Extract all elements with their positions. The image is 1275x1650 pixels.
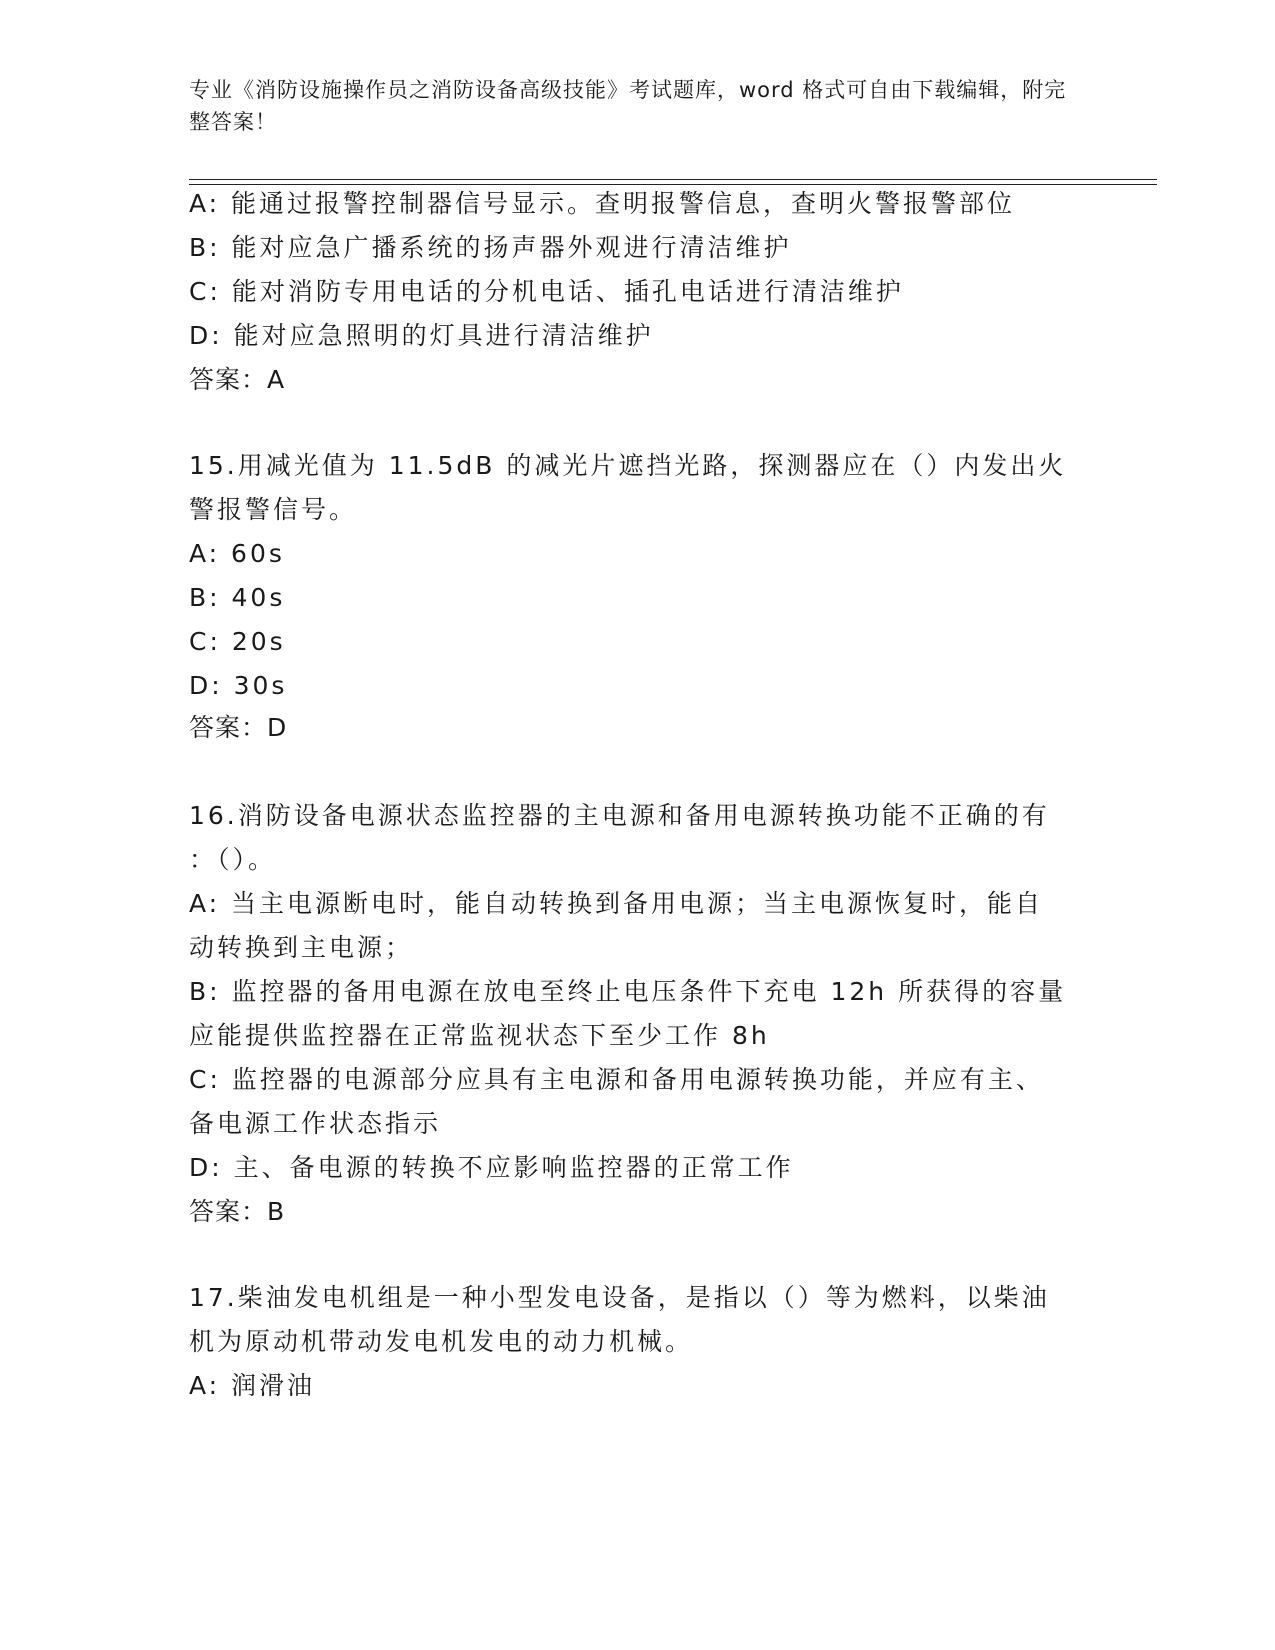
q15-option-a: A: 60s (189, 539, 285, 568)
q14-answer: 答案：A (189, 365, 286, 394)
q17-stem-line1: 17.柴油发电机组是一种小型发电设备，是指以（）等为燃料，以柴油 (189, 1283, 1050, 1312)
document-header: 专业《消防设施操作员之消防设备高级技能》考试题库，word 格式可自由下载编辑，附完整答案！ (189, 78, 1067, 134)
q15-option-b: B: 40s (189, 583, 286, 612)
q16-stem-line1: 16.消防设备电源状态监控器的主电源和备用电源转换功能不正确的有 (189, 801, 1050, 830)
q17-option-a: A: 润滑油 (189, 1371, 316, 1400)
q16-answer: 答案：B (189, 1197, 286, 1226)
q16-option-d: D: 主、备电源的转换不应影响监控器的正常工作 (189, 1153, 794, 1182)
q16-option-b-line2: 应能提供监控器在正常监视状态下至少工作 8h (189, 1021, 770, 1050)
q16-option-c-line1: C: 监控器的电源部分应具有主电源和备用电源转换功能，并应有主、 (189, 1065, 1044, 1094)
q14-option-b: B: 能对应急广播系统的扬声器外观进行清洁维护 (189, 233, 792, 262)
q15-stem-line1: 15.用减光值为 11.5dB 的减光片遮挡光路，探测器应在（）内发出火 (189, 451, 1067, 480)
q14-option-a: A: 能通过报警控制器信号显示。查明报警信息，查明火警报警部位 (189, 189, 1016, 218)
q16-option-a-line1: A: 当主电源断电时，能自动转换到备用电源；当主电源恢复时，能自 (189, 889, 1044, 918)
q14-option-c: C: 能对消防专用电话的分机电话、插孔电话进行清洁维护 (189, 277, 904, 306)
q17-stem-line2: 机为原动机带动发电机发电的动力机械。 (189, 1327, 694, 1356)
q16-option-a-line2: 动转换到主电源； (189, 933, 414, 962)
q15-answer: 答案：D (189, 713, 288, 742)
q16-stem-line2: ：（）。 (189, 845, 277, 874)
q14-option-d: D: 能对应急照明的灯具进行清洁维护 (189, 321, 654, 350)
q15-option-d: D: 30s (189, 671, 288, 700)
q16-option-c-line2: 备电源工作状态指示 (189, 1109, 442, 1138)
q15-option-c: C: 20s (189, 627, 286, 656)
header-divider-bottom (189, 184, 1157, 185)
header-divider-top (189, 179, 1157, 180)
q15-stem-line2: 警报警信号。 (189, 495, 358, 524)
q16-option-b-line1: B: 监控器的备用电源在放电至终止电压条件下充电 12h 所获得的容量 (189, 977, 1067, 1006)
